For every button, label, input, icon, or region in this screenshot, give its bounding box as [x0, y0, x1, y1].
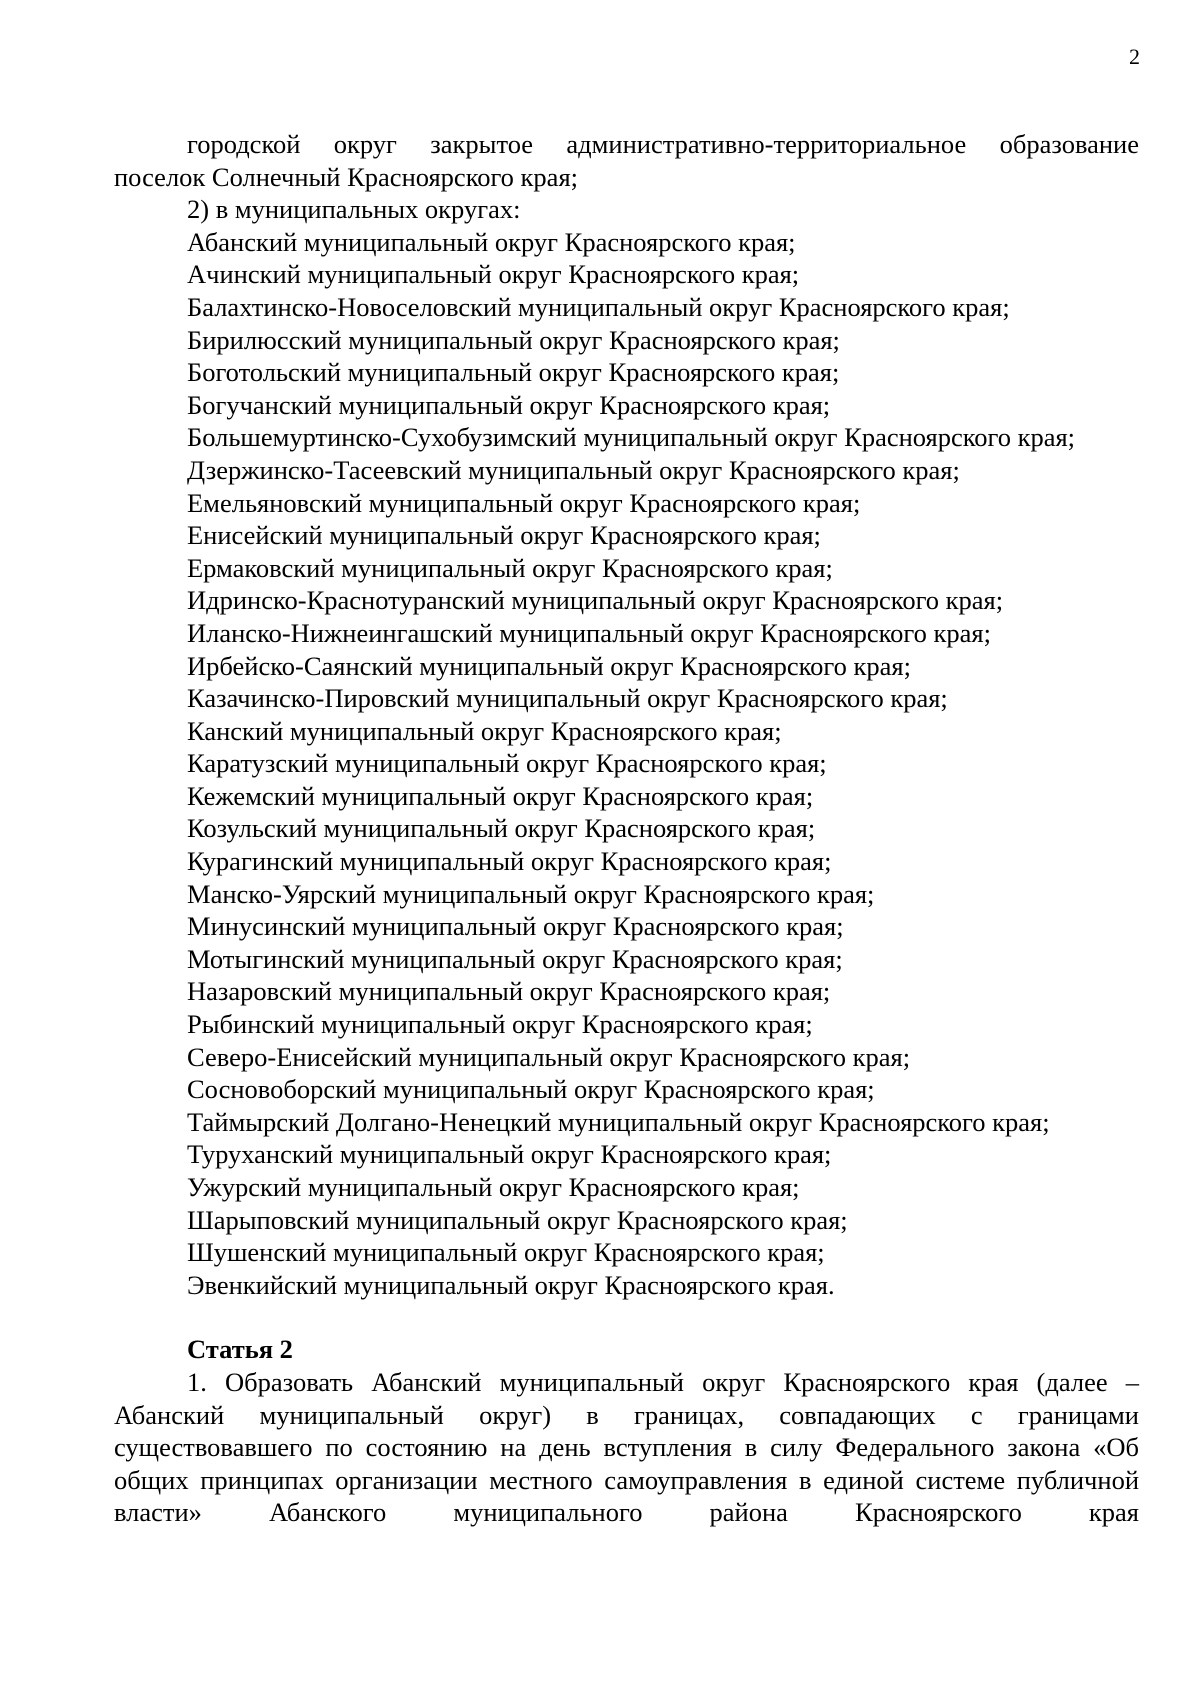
district-list-item: Шарыповский муниципальный округ Красноярского края;	[187, 1204, 848, 1235]
district-list-item: Ирбейско-Саянский муниципальный округ Красноярского края;	[187, 650, 911, 681]
district-list-item: Боготольский муниципальный округ Красноярского края;	[187, 357, 840, 388]
district-list-item: Курагинский муниципальный округ Красноярского края;	[187, 846, 832, 877]
district-list-item: Минусинский муниципальный округ Красноярского края;	[187, 911, 844, 942]
article-paragraph: 1. Образовать Абанский муниципальный округ Красноярского края (далее – Абанский муниципальный округ) в границах, совпадающих с границами существовавшего по состоянию на день вступления в силу Федерального закона «Об общих принципах организации местного самоуправления в единой системе публичной власти» Абанского муниципального района Красноярского края	[114, 1366, 1139, 1528]
district-list-item: Мотыгинский муниципальный округ Красноярского края;	[187, 943, 843, 974]
district-list-item: Ачинский муниципальный округ Красноярского края;	[187, 259, 800, 290]
district-list-item: Манско-Уярский муниципальный округ Красноярского края;	[187, 878, 875, 909]
district-list-item: Назаровский муниципальный округ Красноярского края;	[187, 976, 831, 1007]
section-2-title: 2) в муниципальных округах:	[187, 194, 521, 225]
district-list-item: Северо-Енисейский муниципальный округ Красноярского края;	[187, 1041, 911, 1072]
district-list-item: Большемуртинско-Сухобузимский муниципальный округ Красноярского края;	[187, 422, 1076, 453]
district-list-item: Абанский муниципальный округ Красноярского края;	[187, 226, 796, 257]
district-list	[114, 226, 1139, 1302]
district-list-item: Бирилюсский муниципальный округ Красноярского края;	[187, 324, 840, 355]
district-list-item: Рыбинский муниципальный округ Красноярского края;	[187, 1009, 813, 1040]
district-list-item: Емельяновский муниципальный округ Красноярского края;	[187, 487, 861, 518]
district-list-item: Козульский муниципальный округ Красноярского края;	[187, 813, 816, 844]
district-list-item: Туруханский муниципальный округ Красноярского края;	[187, 1139, 832, 1170]
district-list-item: Ужурский муниципальный округ Красноярского края;	[187, 1172, 800, 1202]
district-list-item: Богучанский муниципальный округ Красноярского края;	[187, 389, 831, 420]
district-list-item: Кежемский муниципальный округ Красноярского края;	[187, 780, 814, 811]
district-list-item: Иланско-Нижнеингашский муниципальный округ Красноярского края;	[187, 617, 991, 648]
district-list-item: Сосновоборский муниципальный округ Красноярского края;	[187, 1074, 875, 1105]
document-body	[114, 128, 1139, 1529]
section-gap	[114, 1301, 1139, 1333]
district-list-item: Шушенский муниципальный округ Красноярского края;	[187, 1237, 825, 1268]
district-list-item: Дзержинско-Тасеевский муниципальный округ Красноярского края;	[187, 454, 960, 485]
district-list-item: Ермаковский муниципальный округ Красноярского края;	[187, 552, 833, 583]
district-list-item: Каратузский муниципальный округ Красноярского края;	[187, 748, 827, 779]
article-heading: Статья 2	[187, 1334, 293, 1365]
district-list-item: Канский муниципальный округ Красноярского края;	[187, 715, 782, 746]
intro-line-1: городской округ закрытое административно-территориальное образование	[187, 129, 1139, 159]
district-list-item: Казачинско-Пировский муниципальный округ Красноярского края;	[187, 683, 948, 714]
district-list-item: Енисейский муниципальный округ Красноярского края;	[187, 520, 821, 551]
page-number: 2	[1129, 44, 1140, 69]
district-list-item: Идринско-Краснотуранский муниципальный округ Красноярского края;	[187, 585, 1004, 616]
district-list-item: Эвенкийский муниципальный округ Красноярского края.	[187, 1269, 835, 1300]
intro-line-2: поселок Солнечный Красноярского края;	[114, 161, 578, 192]
district-list-item: Балахтинско-Новоселовский муниципальный округ Красноярского края;	[187, 291, 1010, 322]
district-list-item: Таймырский Долгано-Ненецкий муниципальный округ Красноярского края;	[187, 1106, 1050, 1137]
